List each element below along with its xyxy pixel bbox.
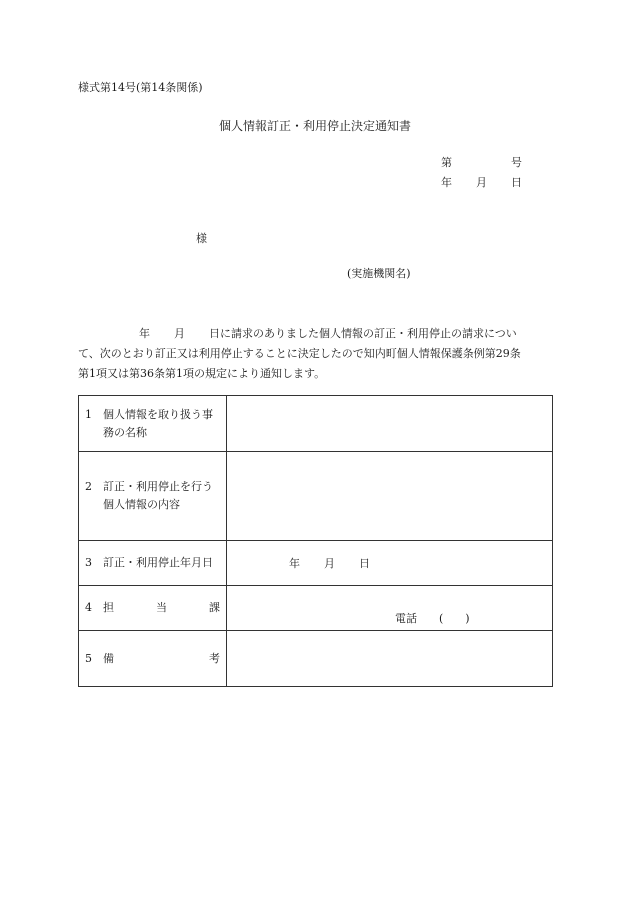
date-day: 日 bbox=[511, 176, 522, 189]
addressee-sama: 様 bbox=[196, 232, 207, 245]
row-4-label bbox=[79, 586, 227, 631]
row-4-number: 4 bbox=[85, 601, 92, 614]
row-2-label-text: 訂正・利用停止を行う個人情報の内容 bbox=[103, 480, 213, 511]
table-row bbox=[79, 586, 553, 631]
phone-paren-open: ( bbox=[439, 612, 444, 625]
phone-paren-close: ) bbox=[465, 612, 470, 625]
info-table bbox=[78, 395, 553, 687]
row-3-year: 年 bbox=[289, 557, 300, 570]
body-line-1-rest: 日に請求のありました個人情報の訂正・利用停止の請求につい bbox=[209, 327, 517, 340]
body-line-3: 第1項又は第36条第1項の規定により通知します。 bbox=[78, 367, 326, 380]
table-row bbox=[79, 396, 553, 452]
document-title: 個人情報訂正・利用停止決定通知書 bbox=[218, 119, 411, 133]
row-2-value-field[interactable] bbox=[227, 452, 553, 541]
body-line-1 bbox=[78, 324, 554, 344]
row-5-value-field[interactable] bbox=[227, 631, 553, 687]
row-1-number: 1 bbox=[85, 407, 92, 421]
body-year: 年 bbox=[139, 327, 150, 340]
row-5-label-char-1: 備 bbox=[103, 651, 114, 665]
row-2-label bbox=[79, 452, 227, 541]
row-4-label-char-1: 担 bbox=[103, 601, 114, 614]
row-5-label-char-2: 考 bbox=[209, 651, 220, 665]
row-4-label-char-3: 課 bbox=[209, 601, 220, 614]
row-1-value-field[interactable] bbox=[227, 396, 553, 452]
row-1-label bbox=[79, 396, 227, 452]
table-row bbox=[79, 452, 553, 541]
row-3-day: 日 bbox=[359, 557, 370, 570]
row-3-number: 3 bbox=[85, 556, 92, 569]
form-identifier: 様式第14号(第14条関係) bbox=[78, 81, 203, 94]
row-3-label-text: 訂正・利用停止年月日 bbox=[103, 556, 213, 569]
row-4-label-char-2: 当 bbox=[156, 601, 167, 614]
body-line-2: て、次のとおり訂正又は利用停止することに決定したので知内町個人情報保護条例第29条 bbox=[78, 347, 521, 360]
number-go: 号 bbox=[511, 156, 522, 169]
date-year: 年 bbox=[441, 176, 452, 189]
table-row bbox=[79, 631, 553, 687]
table-row bbox=[79, 541, 553, 586]
row-5-label bbox=[79, 631, 227, 687]
date-month: 月 bbox=[476, 176, 487, 189]
row-3-label bbox=[79, 541, 227, 586]
row-5-number: 5 bbox=[85, 651, 92, 665]
phone-label: 電話 bbox=[395, 612, 417, 625]
notice-body bbox=[78, 324, 554, 384]
row-3-value-field[interactable] bbox=[227, 541, 553, 586]
row-2-number: 2 bbox=[85, 480, 92, 493]
row-4-value-field[interactable] bbox=[227, 586, 553, 631]
row-1-label-text: 個人情報を取り扱う事務の名称 bbox=[103, 407, 213, 439]
number-dai: 第 bbox=[441, 156, 452, 169]
row-3-month: 月 bbox=[324, 557, 335, 570]
agency-name-label: (実施機関名) bbox=[347, 267, 411, 280]
body-month: 月 bbox=[174, 327, 185, 340]
